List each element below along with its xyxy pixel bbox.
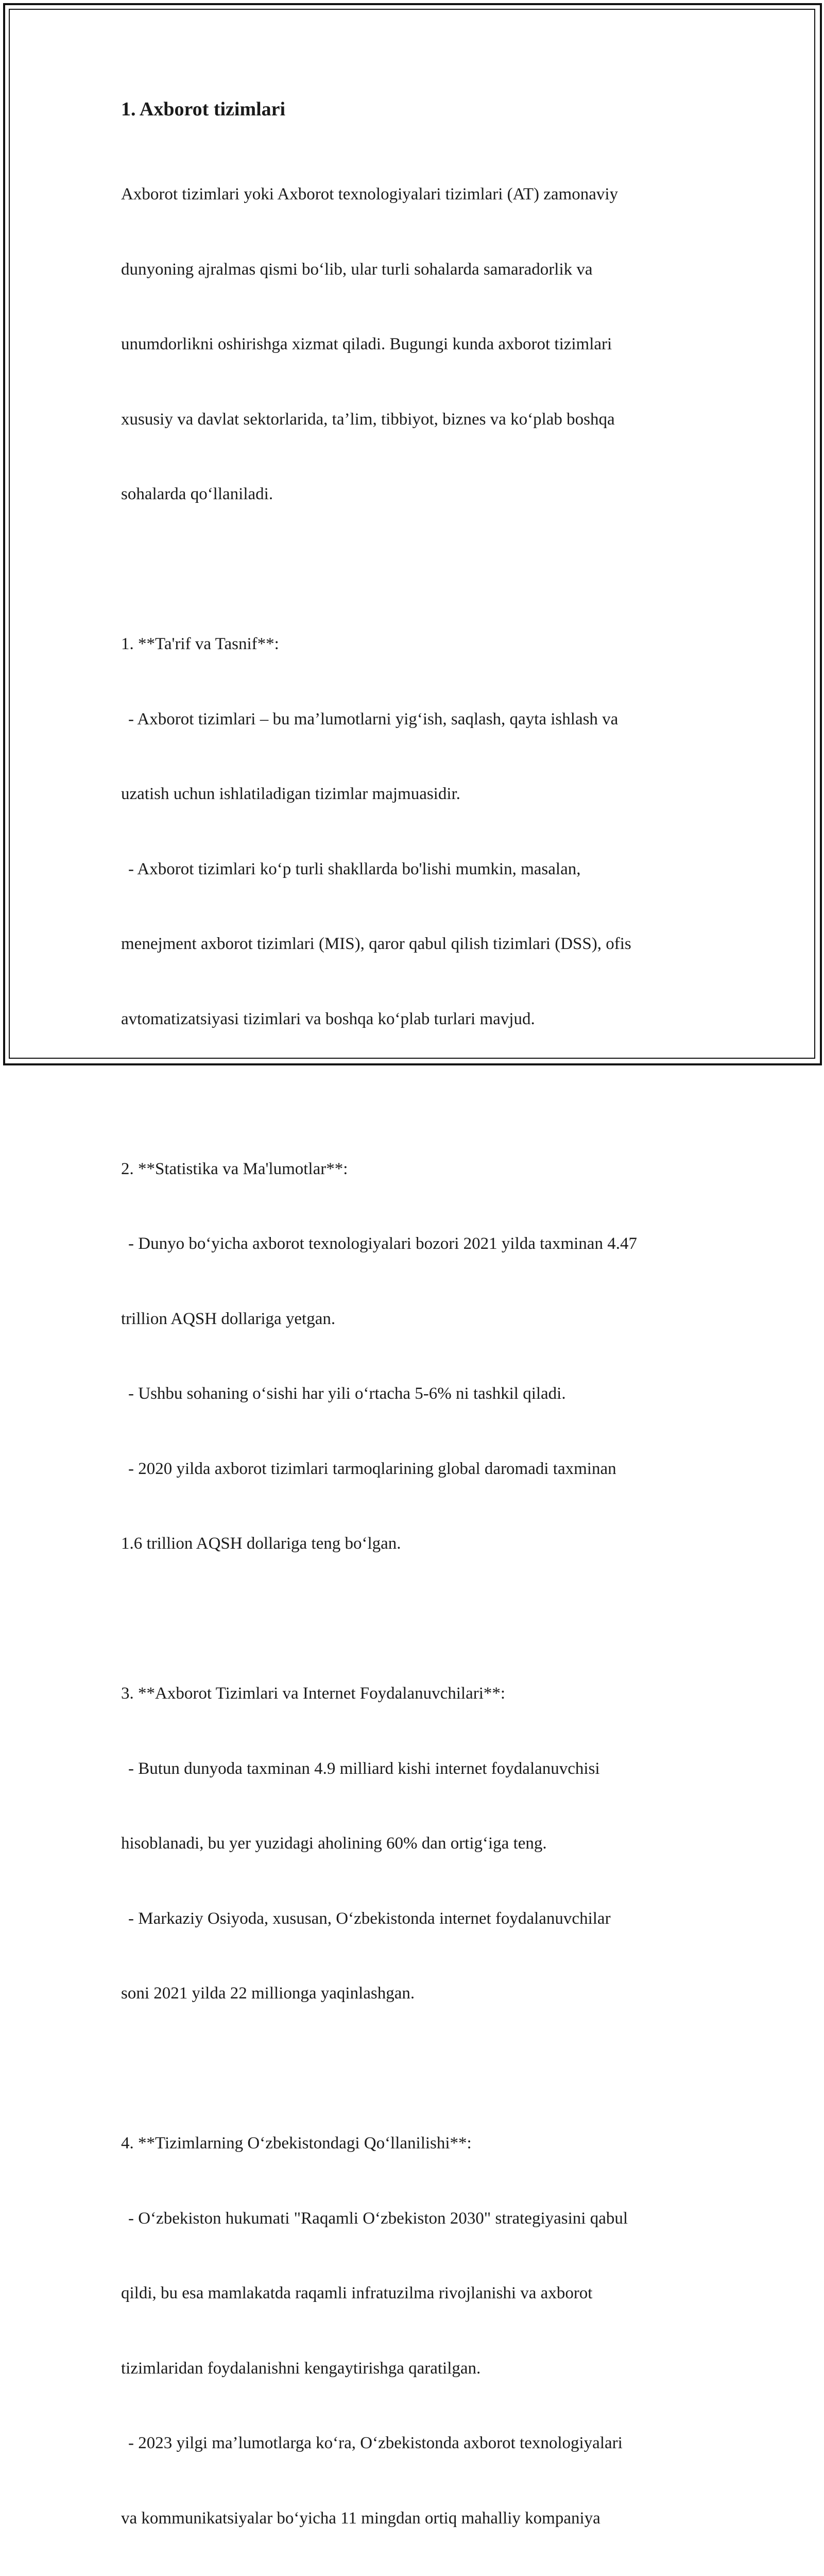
section-2 xyxy=(121,1107,708,1606)
paragraph-spacer xyxy=(121,557,708,582)
bullet-continuation: tizimlaridan foydalanishni kengaytirishga qaratilgan. xyxy=(121,2359,481,2378)
intro-line: unumdorlikni oshirishga xizmat qiladi. Bugungi kunda axborot tizimlari xyxy=(121,335,612,353)
document-page xyxy=(121,96,708,2576)
bullet-line: - Dunyo bo‘yicha axborot texnologiyalari bozori 2021 yilda taxminan 4.47 xyxy=(128,1234,637,1253)
paragraph-spacer xyxy=(121,1606,708,1632)
bullet-line: - Markaziy Osiyoda, xususan, O‘zbekistonda internet foydalanuvchilar xyxy=(128,1909,611,1928)
section-heading: 1. **Ta'rif va Tasnif**: xyxy=(121,635,279,653)
bullet-line: - O‘zbekiston hukumati "Raqamli O‘zbekiston 2030" strategiyasini qabul xyxy=(128,2209,628,2228)
intro-line: Axborot tizimlari yoki Axborot texnologiyalari tizimlari (AT) zamonaviy xyxy=(121,185,619,204)
section-4 xyxy=(121,2081,708,2576)
bullet-line: - Axborot tizimlari ko‘p turli shakllarda bo'lishi mumkin, masalan, xyxy=(128,859,581,878)
bullet-continuation: soni 2021 yilda 22 millionga yaqinlashgan. xyxy=(121,1984,415,2003)
section-heading: 2. **Statistika va Ma'lumotlar**: xyxy=(121,1159,348,1178)
section-heading: 4. **Tizimlarning O‘zbekistondagi Qo‘llanilishi**: xyxy=(121,2134,472,2153)
bullet-line: - Butun dunyoda taxminan 4.9 milliard kishi internet foydalanuvchisi xyxy=(128,1759,600,1778)
paragraph-spacer xyxy=(121,2056,708,2081)
bullet-continuation: trillion AQSH dollariga yetgan. xyxy=(121,1309,336,1328)
intro-line: dunyoning ajralmas qismi bo‘lib, ular turli sohalarda samaradorlik va xyxy=(121,260,593,279)
intro-line: sohalarda qo‘llaniladi. xyxy=(121,485,273,503)
paragraph-spacer xyxy=(121,1081,708,1107)
bullet-continuation: va kommunikatsiyalar bo‘yicha 11 mingdan ortiq mahalliy kompaniya xyxy=(121,2509,600,2528)
intro-line: xususiy va davlat sektorlarida, ta’lim, tibbiyot, biznes va ko‘plab boshqa xyxy=(121,410,615,429)
bullet-continuation: menejment axborot tizimlari (MIS), qaror qabul qilish tizimlari (DSS), ofis xyxy=(121,935,631,953)
bullet-continuation: avtomatizatsiyasi tizimlari va boshqa ko‘plab turlari mavjud. xyxy=(121,1009,535,1028)
bullet-line: - 2020 yilda axborot tizimlari tarmoqlarining global daromadi taxminan xyxy=(128,1459,616,1478)
document-title: 1. Axborot tizimlari xyxy=(121,98,286,120)
bullet-continuation: 1.6 trillion AQSH dollariga teng bo‘lgan. xyxy=(121,1534,401,1553)
bullet-continuation: uzatish uchun ishlatiladigan tizimlar majmuasidir. xyxy=(121,785,460,803)
section-3 xyxy=(121,1631,708,2056)
bullet-line: - Ushbu sohaning o‘sishi har yili o‘rtacha 5-6% ni tashkil qiladi. xyxy=(128,1384,566,1403)
section-heading: 3. **Axborot Tizimlari va Internet Foydalanuvchilari**: xyxy=(121,1684,506,1703)
bullet-continuation: qildi, bu esa mamlakatda raqamli infratuzilma rivojlanishi va axborot xyxy=(121,2284,593,2302)
intro-paragraph xyxy=(121,132,708,557)
section-1 xyxy=(121,582,708,1081)
bullet-line: - Axborot tizimlari – bu ma’lumotlarni yig‘ish, saqlash, qayta ishlash va xyxy=(128,709,619,728)
bullet-line: - 2023 yilgi ma’lumotlarga ko‘ra, O‘zbekistonda axborot texnologiyalari xyxy=(128,2434,623,2452)
bullet-continuation: hisoblanadi, bu yer yuzidagi aholining 60% dan ortig‘iga teng. xyxy=(121,1834,547,1853)
